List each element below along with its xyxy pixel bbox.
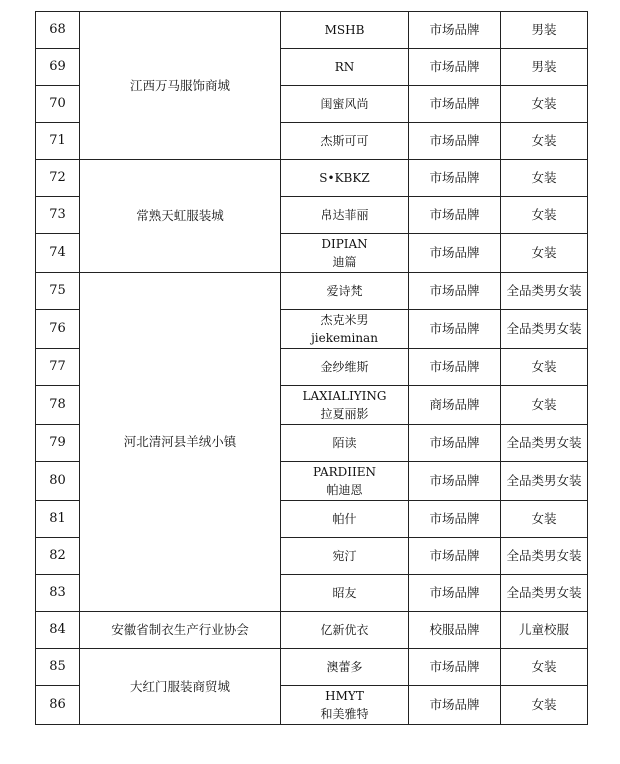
table-row	[36, 649, 588, 686]
brand-type: 市场品牌	[409, 575, 501, 612]
brand-name: 澳蕾多	[281, 649, 409, 686]
category: 男装	[501, 12, 588, 49]
category: 女装	[501, 501, 588, 538]
row-number: 80	[36, 462, 80, 501]
brand-type: 市场品牌	[409, 649, 501, 686]
brand-type: 市场品牌	[409, 538, 501, 575]
table-row	[36, 612, 588, 649]
brand-table	[35, 11, 588, 725]
brand-name: 帛达菲丽	[281, 197, 409, 234]
row-number: 74	[36, 234, 80, 273]
brand-name: 杰克米男 jiekeminan	[281, 310, 409, 349]
brand-type: 市场品牌	[409, 234, 501, 273]
category: 女装	[501, 234, 588, 273]
brand-type: 校服品牌	[409, 612, 501, 649]
brand-type: 市场品牌	[409, 501, 501, 538]
category: 女装	[501, 86, 588, 123]
group-name: 安徽省制衣生产行业协会	[80, 612, 281, 649]
row-number: 83	[36, 575, 80, 612]
brand-name: RN	[281, 49, 409, 86]
brand-type: 市场品牌	[409, 310, 501, 349]
row-number: 76	[36, 310, 80, 349]
brand-type: 市场品牌	[409, 86, 501, 123]
brand-name: LAXIALIYING 拉夏丽影	[281, 386, 409, 425]
brand-type: 市场品牌	[409, 686, 501, 725]
row-number: 72	[36, 160, 80, 197]
table-row	[36, 273, 588, 310]
brand-type: 市场品牌	[409, 49, 501, 86]
row-number: 77	[36, 349, 80, 386]
category: 女装	[501, 686, 588, 725]
table-row	[36, 12, 588, 49]
brand-name: 杰斯可可	[281, 123, 409, 160]
brand-name: HMYT 和美雅特	[281, 686, 409, 725]
brand-type: 市场品牌	[409, 349, 501, 386]
table-row	[36, 160, 588, 197]
category: 女装	[501, 649, 588, 686]
group-name: 河北清河县羊绒小镇	[80, 273, 281, 612]
brand-name: 宛汀	[281, 538, 409, 575]
category: 儿童校服	[501, 612, 588, 649]
brand-name: PARDIIEN 帕迪恩	[281, 462, 409, 501]
row-number: 82	[36, 538, 80, 575]
brand-type: 市场品牌	[409, 462, 501, 501]
row-number: 85	[36, 649, 80, 686]
row-number: 68	[36, 12, 80, 49]
brand-type: 市场品牌	[409, 123, 501, 160]
group-name: 常熟天虹服装城	[80, 160, 281, 273]
row-number: 84	[36, 612, 80, 649]
brand-name: DIPIAN 迪篇	[281, 234, 409, 273]
category: 男装	[501, 49, 588, 86]
brand-name: 昭友	[281, 575, 409, 612]
group-name: 江西万马服饰商城	[80, 12, 281, 160]
category: 全品类男女装	[501, 575, 588, 612]
brand-type: 市场品牌	[409, 197, 501, 234]
group-name: 大红门服装商贸城	[80, 649, 281, 725]
brand-name: 亿新优衣	[281, 612, 409, 649]
category: 全品类男女装	[501, 538, 588, 575]
brand-type: 市场品牌	[409, 160, 501, 197]
row-number: 81	[36, 501, 80, 538]
row-number: 86	[36, 686, 80, 725]
brand-type: 市场品牌	[409, 12, 501, 49]
brand-name: MSHB	[281, 12, 409, 49]
category: 全品类男女装	[501, 425, 588, 462]
brand-name: 陌读	[281, 425, 409, 462]
row-number: 69	[36, 49, 80, 86]
row-number: 78	[36, 386, 80, 425]
row-number: 75	[36, 273, 80, 310]
row-number: 70	[36, 86, 80, 123]
brand-name: S•KBKZ	[281, 160, 409, 197]
brand-name: 金纱维斯	[281, 349, 409, 386]
brand-type: 商场品牌	[409, 386, 501, 425]
category: 女装	[501, 160, 588, 197]
category: 女装	[501, 197, 588, 234]
brand-name: 闺蜜风尚	[281, 86, 409, 123]
category: 女装	[501, 349, 588, 386]
category: 女装	[501, 123, 588, 160]
brand-name: 爱诗梵	[281, 273, 409, 310]
brand-type: 市场品牌	[409, 425, 501, 462]
row-number: 73	[36, 197, 80, 234]
category: 女装	[501, 386, 588, 425]
brand-name: 帕什	[281, 501, 409, 538]
row-number: 71	[36, 123, 80, 160]
category: 全品类男女装	[501, 310, 588, 349]
category: 全品类男女装	[501, 273, 588, 310]
row-number: 79	[36, 425, 80, 462]
brand-type: 市场品牌	[409, 273, 501, 310]
category: 全品类男女装	[501, 462, 588, 501]
